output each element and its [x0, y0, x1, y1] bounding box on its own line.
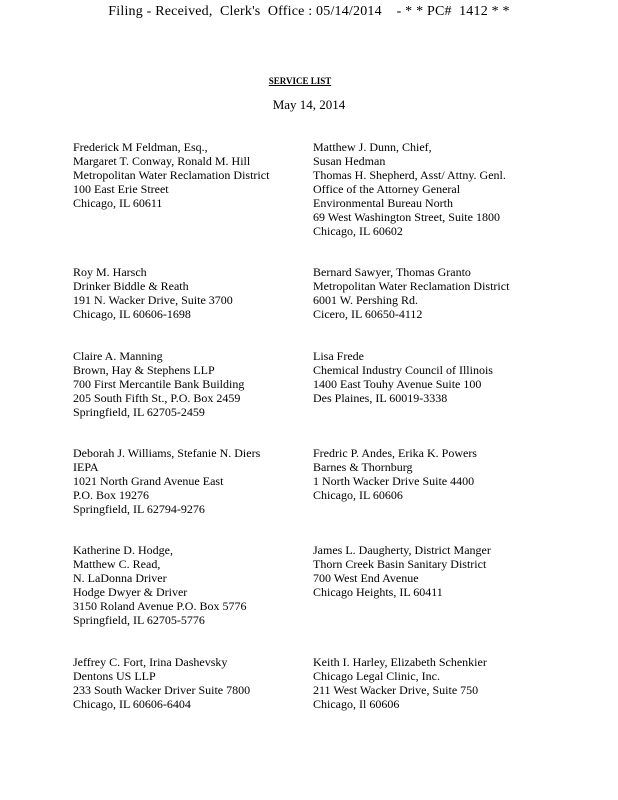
entry-line: Hodge Dwyer & Driver [73, 585, 188, 599]
entry-line: 211 West Wacker Drive, Suite 750 [313, 683, 479, 697]
entry-line: Katherine D. Hodge, [73, 543, 173, 557]
service-entry [313, 655, 563, 711]
entry-line: 6001 W. Pershing Rd. [313, 293, 419, 307]
entry-line: James L. Daugherty, District Manger [313, 543, 491, 557]
entry-line: 100 East Erie Street [73, 182, 169, 196]
entry-line: Barnes & Thornburg [313, 460, 413, 474]
entry-line: Keith I. Harley, Elizabeth Schenkier [313, 655, 487, 669]
entry-line: Brown, Hay & Stephens LLP [73, 363, 215, 377]
entry-line: 205 South Fifth St., P.O. Box 2459 [73, 391, 241, 405]
entry-line: Margaret T. Conway, Ronald M. Hill [73, 154, 251, 168]
entry-line: Matthew C. Read, [73, 557, 161, 571]
entry-line: P.O. Box 19276 [73, 488, 150, 502]
entry-line: Fredric P. Andes, Erika K. Powers [313, 446, 477, 460]
entry-line: Des Plaines, IL 60019-3338 [313, 391, 448, 405]
entry-line: Drinker Biddle & Reath [73, 279, 189, 293]
entry-line: IEPA [73, 460, 99, 474]
service-entry [73, 349, 323, 419]
service-entry [73, 265, 323, 321]
entry-line: Chicago, Il 60606 [313, 697, 400, 711]
service-entry [313, 140, 563, 238]
entry-line: Metropolitan Water Reclamation District [313, 279, 510, 293]
entry-line: Chicago, IL 60606-6404 [73, 697, 191, 711]
entry-line: Frederick M Feldman, Esq., [73, 140, 208, 154]
entry-line: Claire A. Manning [73, 349, 163, 363]
service-entry [73, 655, 323, 711]
entry-line: Chicago, IL 60611 [73, 196, 163, 210]
entry-line: 700 West End Avenue [313, 571, 419, 585]
service-entry [73, 140, 323, 210]
entry-line: Environmental Bureau North [313, 196, 453, 210]
entry-line: Office of the Attorney General [313, 182, 461, 196]
entry-line: Dentons US LLP [73, 669, 156, 683]
entry-line: Chicago, IL 60602 [313, 224, 403, 238]
entry-line: Springfield, IL 62794-9276 [73, 502, 205, 516]
service-entry [73, 543, 323, 627]
entry-line: Chicago Heights, IL 60411 [313, 585, 443, 599]
entry-line: 1 North Wacker Drive Suite 4400 [313, 474, 475, 488]
entry-line: Thorn Creek Basin Sanitary District [313, 557, 487, 571]
entry-line: N. LaDonna Driver [73, 571, 167, 585]
entry-line: Cicero, IL 60650-4112 [313, 307, 423, 321]
entry-line: Chemical Industry Council of Illinois [313, 363, 493, 377]
document-date: May 14, 2014 [272, 97, 346, 112]
entry-line: 1021 North Grand Avenue East [73, 474, 224, 488]
entry-line: Metropolitan Water Reclamation District [73, 168, 270, 182]
page-title [0, 76, 618, 86]
service-entry [313, 265, 563, 321]
service-entry [313, 543, 563, 599]
entry-line: Bernard Sawyer, Thomas Granto [313, 265, 471, 279]
service-list-title: SERVICE LIST [268, 76, 332, 86]
entry-line: 233 South Wacker Driver Suite 7800 [73, 683, 251, 697]
service-entry [73, 446, 323, 516]
entry-line: Springfield, IL 62705-5776 [73, 613, 205, 627]
entry-line: Susan Hedman [313, 154, 386, 168]
entry-line: Lisa Frede [313, 349, 364, 363]
entry-line: Chicago Legal Clinic, Inc. [313, 669, 440, 683]
entry-line: Matthew J. Dunn, Chief, [313, 140, 432, 154]
entry-line: Thomas H. Shepherd, Asst/ Attny. Genl. [313, 168, 506, 182]
entry-line: Deborah J. Williams, Stefanie N. Diers [73, 446, 261, 460]
filing-header: Filing - Received, Clerk's Office : 05/14/2014 - * * PC# 1412 * * [108, 4, 510, 19]
entry-line: 700 First Mercantile Bank Building [73, 377, 245, 391]
entry-line: 3150 Roland Avenue P.O. Box 5776 [73, 599, 247, 613]
entry-line: 1400 East Touhy Avenue Suite 100 [313, 377, 482, 391]
entry-line: 191 N. Wacker Drive, Suite 3700 [73, 293, 233, 307]
entry-line: Springfield, IL 62705-2459 [73, 405, 205, 419]
service-entry [313, 446, 563, 502]
entry-line: 69 West Washington Street, Suite 1800 [313, 210, 500, 224]
service-entry [313, 349, 563, 405]
entry-line: Roy M. Harsch [73, 265, 147, 279]
entry-line: Chicago, IL 60606 [313, 488, 403, 502]
entry-line: Jeffrey C. Fort, Irina Dashevsky [73, 655, 228, 669]
entry-line: Chicago, IL 60606-1698 [73, 307, 191, 321]
